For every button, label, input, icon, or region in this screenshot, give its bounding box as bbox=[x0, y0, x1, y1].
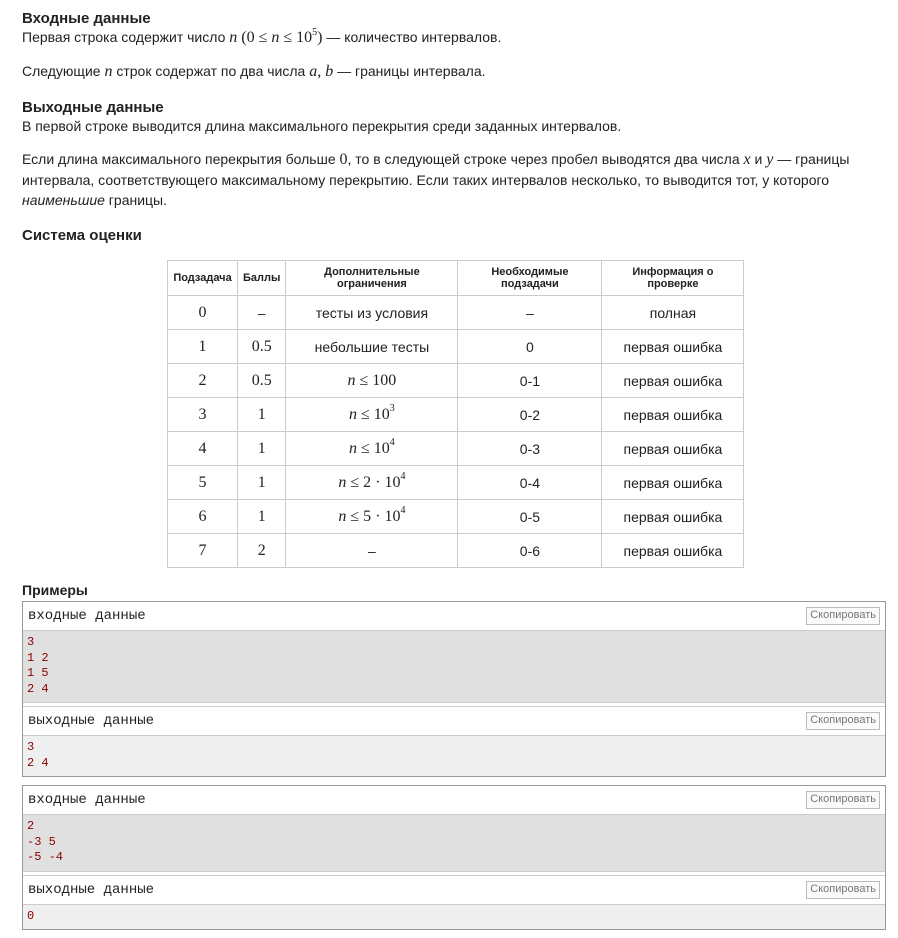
example-input-header bbox=[23, 602, 885, 631]
cell-score: 0.5 bbox=[238, 364, 286, 398]
cell-limit: тесты из условия bbox=[286, 296, 458, 330]
output-line-3: интервала, соответствующего максимальному перекрытию. Если таких интервалов несколько, то выводится тот, у которого bbox=[22, 172, 830, 188]
copy-button[interactable]: Скопировать bbox=[806, 607, 880, 625]
cell-limit: $n \le 10^4$ bbox=[286, 432, 458, 466]
copy-button[interactable]: Скопировать bbox=[806, 881, 880, 899]
output-section bbox=[22, 99, 882, 210]
example-input-data[interactable]: 2 -3 5 -5 -4 bbox=[23, 815, 885, 872]
cell-score: 1 bbox=[238, 466, 286, 500]
col-header-score: Баллы bbox=[238, 261, 286, 296]
scoring-section-title: Система оценки bbox=[22, 227, 142, 244]
table-row bbox=[168, 500, 744, 534]
cell-required: – bbox=[458, 296, 602, 330]
cell-subtask: 1 bbox=[168, 330, 238, 364]
output-line-2: Если длина максимального перекрытия больше 0, то в следующей строке через пробел выводятся два числа x и y — границы bbox=[22, 151, 850, 168]
example-1 bbox=[22, 601, 886, 777]
input-line-1: Первая строка содержит число n $(0 \le n \le 10^5)$ — количество интервалов. bbox=[22, 26, 502, 46]
cell-subtask: 5 bbox=[168, 466, 238, 500]
cell-score: – bbox=[238, 296, 286, 330]
cell-limit: n ≤ 100 bbox=[286, 364, 458, 398]
table-row bbox=[168, 534, 744, 568]
output-section-title: Выходные данные bbox=[22, 99, 164, 116]
cell-required: 0-1 bbox=[458, 364, 602, 398]
cell-info: первая ошибка bbox=[602, 500, 744, 534]
table-row bbox=[168, 296, 744, 330]
cell-required: 0-6 bbox=[458, 534, 602, 568]
example-2 bbox=[22, 785, 886, 930]
cell-score: 1 bbox=[238, 398, 286, 432]
table-row bbox=[168, 432, 744, 466]
cell-subtask: 3 bbox=[168, 398, 238, 432]
input-section bbox=[22, 10, 882, 82]
scoring-header-row bbox=[168, 261, 744, 296]
example-input-label: входные данные bbox=[28, 792, 146, 808]
scoring-section bbox=[22, 227, 882, 244]
example-output-data[interactable]: 0 bbox=[23, 905, 885, 930]
cell-info: первая ошибка bbox=[602, 330, 744, 364]
table-row bbox=[168, 398, 744, 432]
cell-required: 0-2 bbox=[458, 398, 602, 432]
example-output-header bbox=[23, 876, 885, 905]
example-input-header bbox=[23, 786, 885, 815]
cell-info: первая ошибка bbox=[602, 466, 744, 500]
cell-score: 2 bbox=[238, 534, 286, 568]
output-line-4: наименьшие границы. bbox=[22, 192, 168, 208]
example-output-data[interactable]: 3 2 4 bbox=[23, 736, 885, 776]
example-output-header bbox=[23, 707, 885, 736]
cell-info: первая ошибка bbox=[602, 534, 744, 568]
cell-limit: $n \le 2 \cdot 10^4$ bbox=[286, 466, 458, 500]
cell-info: первая ошибка bbox=[602, 432, 744, 466]
cell-required: 0-5 bbox=[458, 500, 602, 534]
cell-info: первая ошибка bbox=[602, 364, 744, 398]
table-row bbox=[168, 330, 744, 364]
cell-required: 0-3 bbox=[458, 432, 602, 466]
examples-title: Примеры bbox=[22, 582, 88, 598]
scoring-table bbox=[167, 260, 744, 568]
cell-subtask: 4 bbox=[168, 432, 238, 466]
cell-score: 1 bbox=[238, 432, 286, 466]
cell-info: первая ошибка bbox=[602, 398, 744, 432]
input-section-title: Входные данные bbox=[22, 10, 151, 27]
input-line-2: Следующие n строк содержат по два числа a, b — границы интервала. bbox=[22, 63, 486, 80]
cell-required: 0 bbox=[458, 330, 602, 364]
cell-limit: $n \le 10^3$ bbox=[286, 398, 458, 432]
cell-required: 0-4 bbox=[458, 466, 602, 500]
col-header-limits: Дополнительные ограничения bbox=[286, 261, 458, 296]
copy-button[interactable]: Скопировать bbox=[806, 791, 880, 809]
col-header-info: Информация о проверке bbox=[602, 261, 744, 296]
cell-subtask: 6 bbox=[168, 500, 238, 534]
cell-score: 1 bbox=[238, 500, 286, 534]
example-input-data[interactable]: 3 1 2 1 5 2 4 bbox=[23, 631, 885, 703]
col-header-required: Необходимые подзадачи bbox=[458, 261, 602, 296]
example-output-label: выходные данные bbox=[28, 881, 155, 898]
cell-limit: небольшие тесты bbox=[286, 330, 458, 364]
table-row bbox=[168, 364, 744, 398]
cell-limit: $n \le 5 \cdot 10^4$ bbox=[286, 500, 458, 534]
cell-subtask: 7 bbox=[168, 534, 238, 568]
cell-subtask: 2 bbox=[168, 364, 238, 398]
example-input-label: входные данные bbox=[28, 608, 146, 624]
cell-info: полная bbox=[602, 296, 744, 330]
col-header-subtask: Подзадача bbox=[168, 261, 238, 296]
table-row bbox=[168, 466, 744, 500]
cell-limit: – bbox=[286, 534, 458, 568]
copy-button[interactable]: Скопировать bbox=[806, 712, 880, 730]
output-line-1: В первой строке выводится длина максимального перекрытия среди заданных интервалов. bbox=[22, 118, 622, 134]
cell-subtask: 0 bbox=[168, 296, 238, 330]
cell-score: 0.5 bbox=[238, 330, 286, 364]
example-output-label: выходные данные bbox=[28, 713, 155, 729]
